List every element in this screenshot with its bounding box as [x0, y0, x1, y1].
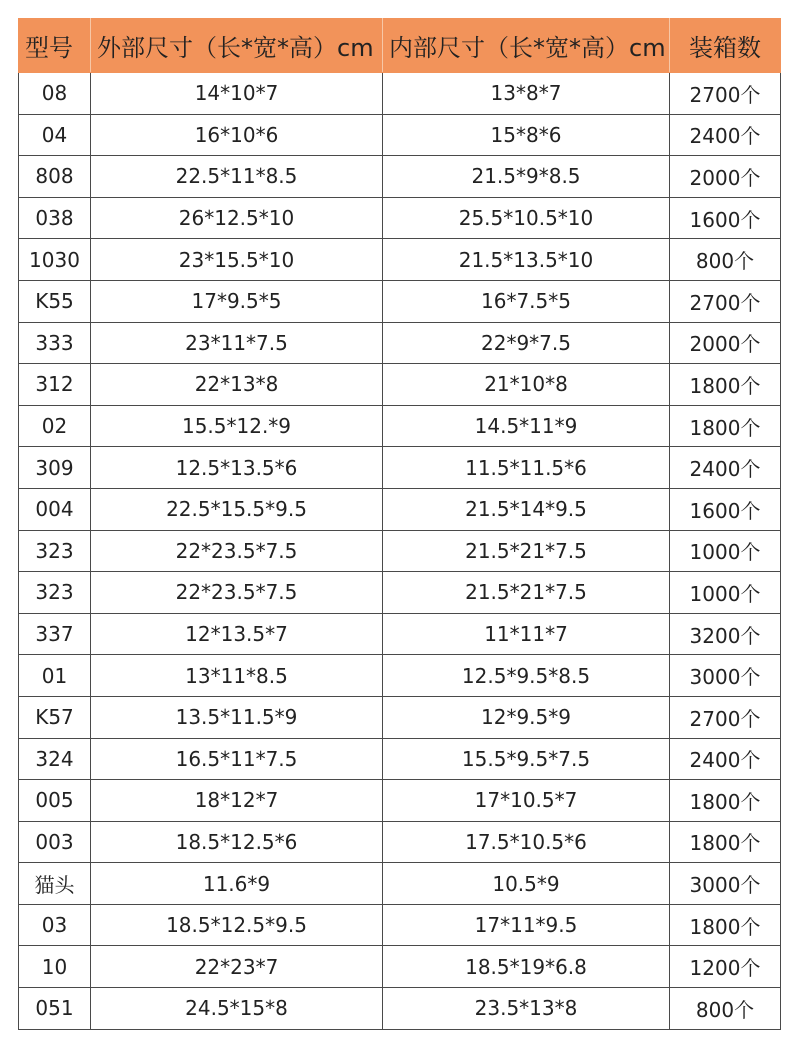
pack-count-cell: 1800个 — [670, 364, 781, 406]
inner-size-cell: 13*8*7 — [383, 73, 670, 115]
model-cell: 005 — [19, 780, 91, 822]
model-cell: 004 — [19, 488, 91, 530]
header-row — [19, 19, 781, 73]
inner-size-cell: 25.5*10.5*10 — [383, 197, 670, 239]
table-row — [19, 239, 781, 281]
inner-size-cell: 16*7.5*5 — [383, 280, 670, 322]
model-cell: 1030 — [19, 239, 91, 281]
outer-size-cell: 18*12*7 — [91, 780, 383, 822]
inner-size-cell: 11*11*7 — [383, 613, 670, 655]
outer-size-cell: 14*10*7 — [91, 73, 383, 115]
outer-size-cell: 12.5*13.5*6 — [91, 447, 383, 489]
outer-size-cell: 15.5*12.*9 — [91, 405, 383, 447]
outer-size-cell: 13*11*8.5 — [91, 655, 383, 697]
inner-size-cell: 10.5*9 — [383, 863, 670, 905]
pack-count-cell: 1800个 — [670, 405, 781, 447]
model-cell: 10 — [19, 946, 91, 988]
outer-size-cell: 13.5*11.5*9 — [91, 696, 383, 738]
table-row — [19, 114, 781, 156]
outer-size-cell: 16.5*11*7.5 — [91, 738, 383, 780]
table-row — [19, 738, 781, 780]
table-body — [19, 73, 781, 1030]
outer-size-cell: 18.5*12.5*6 — [91, 821, 383, 863]
outer-size-cell: 22*23.5*7.5 — [91, 572, 383, 614]
outer-size-cell: 22.5*11*8.5 — [91, 156, 383, 198]
model-cell: 323 — [19, 572, 91, 614]
outer-size-cell: 22*23.5*7.5 — [91, 530, 383, 572]
model-cell: K55 — [19, 280, 91, 322]
table-row — [19, 488, 781, 530]
pack-count-cell: 2000个 — [670, 156, 781, 198]
pack-count-cell: 1600个 — [670, 197, 781, 239]
model-cell: 猫头 — [19, 863, 91, 905]
header-inner-size: 内部尺寸（长*宽*高）cm — [383, 19, 670, 73]
pack-count-cell: 2400个 — [670, 447, 781, 489]
table-row — [19, 156, 781, 198]
header-pack-count: 装箱数 — [670, 19, 781, 73]
inner-size-cell: 15*8*6 — [383, 114, 670, 156]
inner-size-cell: 21.5*21*7.5 — [383, 530, 670, 572]
pack-count-cell: 2700个 — [670, 280, 781, 322]
outer-size-cell: 12*13.5*7 — [91, 613, 383, 655]
table-row — [19, 655, 781, 697]
model-cell: K57 — [19, 696, 91, 738]
table-row — [19, 863, 781, 905]
pack-count-cell: 3200个 — [670, 613, 781, 655]
pack-count-cell: 2700个 — [670, 73, 781, 115]
inner-size-cell: 11.5*11.5*6 — [383, 447, 670, 489]
table-row — [19, 405, 781, 447]
pack-count-cell: 800个 — [670, 988, 781, 1030]
model-cell: 03 — [19, 904, 91, 946]
table-row — [19, 530, 781, 572]
table-row — [19, 904, 781, 946]
model-cell: 324 — [19, 738, 91, 780]
outer-size-cell: 11.6*9 — [91, 863, 383, 905]
outer-size-cell: 17*9.5*5 — [91, 280, 383, 322]
outer-size-cell: 16*10*6 — [91, 114, 383, 156]
outer-size-cell: 24.5*15*8 — [91, 988, 383, 1030]
pack-count-cell: 2000个 — [670, 322, 781, 364]
table-row — [19, 280, 781, 322]
inner-size-cell: 18.5*19*6.8 — [383, 946, 670, 988]
inner-size-cell: 17.5*10.5*6 — [383, 821, 670, 863]
model-cell: 04 — [19, 114, 91, 156]
table-row — [19, 613, 781, 655]
outer-size-cell: 22*23*7 — [91, 946, 383, 988]
outer-size-cell: 23*15.5*10 — [91, 239, 383, 281]
outer-size-cell: 26*12.5*10 — [91, 197, 383, 239]
inner-size-cell: 22*9*7.5 — [383, 322, 670, 364]
header-outer-size: 外部尺寸（长*宽*高）cm — [91, 19, 383, 73]
table-row — [19, 821, 781, 863]
outer-size-cell: 23*11*7.5 — [91, 322, 383, 364]
table-row — [19, 197, 781, 239]
model-cell: 312 — [19, 364, 91, 406]
table-row — [19, 73, 781, 115]
pack-count-cell: 1800个 — [670, 821, 781, 863]
inner-size-cell: 23.5*13*8 — [383, 988, 670, 1030]
model-cell: 038 — [19, 197, 91, 239]
table-row — [19, 946, 781, 988]
pack-count-cell: 3000个 — [670, 655, 781, 697]
table-row — [19, 364, 781, 406]
outer-size-cell: 18.5*12.5*9.5 — [91, 904, 383, 946]
model-cell: 051 — [19, 988, 91, 1030]
box-size-table — [18, 18, 781, 1030]
model-cell: 333 — [19, 322, 91, 364]
inner-size-cell: 12.5*9.5*8.5 — [383, 655, 670, 697]
table-row — [19, 696, 781, 738]
pack-count-cell: 2700个 — [670, 696, 781, 738]
inner-size-cell: 17*11*9.5 — [383, 904, 670, 946]
table-row — [19, 988, 781, 1030]
inner-size-cell: 21.5*13.5*10 — [383, 239, 670, 281]
inner-size-cell: 21*10*8 — [383, 364, 670, 406]
model-cell: 337 — [19, 613, 91, 655]
table-row — [19, 322, 781, 364]
pack-count-cell: 2400个 — [670, 738, 781, 780]
model-cell: 08 — [19, 73, 91, 115]
inner-size-cell: 17*10.5*7 — [383, 780, 670, 822]
inner-size-cell: 14.5*11*9 — [383, 405, 670, 447]
model-cell: 323 — [19, 530, 91, 572]
inner-size-cell: 21.5*9*8.5 — [383, 156, 670, 198]
model-cell: 808 — [19, 156, 91, 198]
pack-count-cell: 1000个 — [670, 572, 781, 614]
model-cell: 003 — [19, 821, 91, 863]
pack-count-cell: 3000个 — [670, 863, 781, 905]
pack-count-cell: 1200个 — [670, 946, 781, 988]
table-row — [19, 447, 781, 489]
inner-size-cell: 21.5*14*9.5 — [383, 488, 670, 530]
model-cell: 02 — [19, 405, 91, 447]
pack-count-cell: 2400个 — [670, 114, 781, 156]
outer-size-cell: 22*13*8 — [91, 364, 383, 406]
inner-size-cell: 21.5*21*7.5 — [383, 572, 670, 614]
inner-size-cell: 12*9.5*9 — [383, 696, 670, 738]
pack-count-cell: 1800个 — [670, 780, 781, 822]
outer-size-cell: 22.5*15.5*9.5 — [91, 488, 383, 530]
pack-count-cell: 1800个 — [670, 904, 781, 946]
model-cell: 01 — [19, 655, 91, 697]
table-row — [19, 780, 781, 822]
table-row — [19, 572, 781, 614]
pack-count-cell: 800个 — [670, 239, 781, 281]
pack-count-cell: 1600个 — [670, 488, 781, 530]
header-model: 型号 — [19, 19, 91, 73]
model-cell: 309 — [19, 447, 91, 489]
inner-size-cell: 15.5*9.5*7.5 — [383, 738, 670, 780]
pack-count-cell: 1000个 — [670, 530, 781, 572]
